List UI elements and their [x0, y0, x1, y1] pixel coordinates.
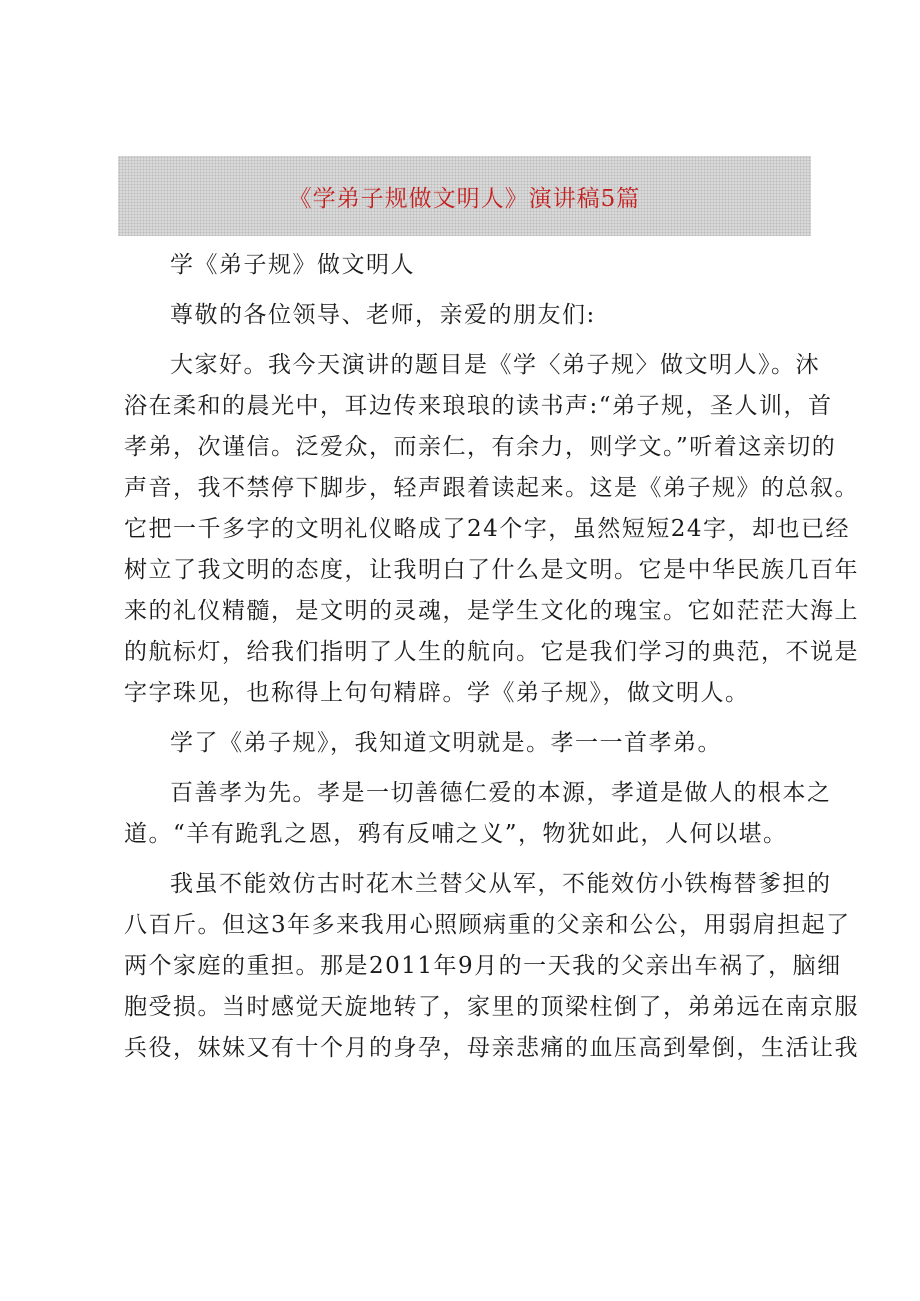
title-banner: [118, 156, 811, 236]
text-line: 声音，我不禁停下脚步，轻声跟着读起来。这是《弟子规》的总叙。: [124, 475, 859, 501]
text-line: 孝弟，次谨信。泛爱众，而亲仁，有余力，则学文。”听着这亲切的: [124, 434, 837, 460]
text-line: 百善孝为先。孝是一切善德仁爱的本源，孝道是做人的根本之: [170, 780, 832, 806]
text-line: 来的礼仪精髓，是文明的灵魂，是学生文化的瑰宝。它如茫茫大海上: [124, 598, 859, 624]
text-line: 大家好。我今天演讲的题目是《学〈弟子规〉做文明人》。沐: [170, 352, 820, 378]
document-title: 《学弟子规做文明人》演讲稿5篇: [288, 185, 641, 212]
paragraph-gap: [124, 336, 820, 345]
text-line: 字字珠见，也称得上句句精辟。学《弟子规》，做文明人。: [124, 680, 750, 706]
text-line: 树立了我文明的态度，让我明白了什么是文明。它是中华民族几百年: [124, 557, 859, 583]
paragraph-gap: [124, 764, 820, 773]
text-line: 学了《弟子规》，我知道文明就是。孝一一首孝弟。: [170, 730, 722, 756]
paragraph-gap: [124, 855, 820, 864]
text-line: 浴在柔和的晨光中，耳边传来琅琅的读书声:“弟子规，圣人训，首: [124, 393, 833, 419]
text-line: 两个家庭的重担。那是2011年9月的一天我的父亲出车祸了，脑细: [124, 953, 842, 979]
document-body: [124, 245, 859, 1069]
paragraph-gap: [124, 714, 820, 723]
text-line: 胞受损。当时感觉天旋地转了，家里的顶梁柱倒了，弟弟远在南京服: [124, 994, 859, 1020]
text-line: 尊敬的各位领导、老师，亲爱的朋友们:: [170, 302, 596, 328]
text-line: 道。“羊有跪乳之恩，鸦有反哺之义”，物犹如此，人何以堪。: [124, 821, 788, 847]
text-line: 它把一千多字的文明礼仪略成了24个字，虽然短短24字，却也已经: [124, 516, 851, 542]
text-line: 八百斤。但这3年多来我用心照顾病重的父亲和公公，用弱肩担起了: [124, 912, 851, 938]
text-line: 的航标灯，给我们指明了人生的航向。它是我们学习的典范，不说是: [124, 639, 859, 665]
text-line: 我虽不能效仿古时花木兰替父从军，不能效仿小铁梅替爹担的: [170, 871, 832, 897]
text-line: 学《弟子规》做文明人: [170, 252, 415, 278]
text-line: 兵役，妹妹又有十个月的身孕，母亲悲痛的血压高到晕倒，生活让我: [124, 1035, 859, 1061]
paragraph-gap: [124, 286, 820, 295]
